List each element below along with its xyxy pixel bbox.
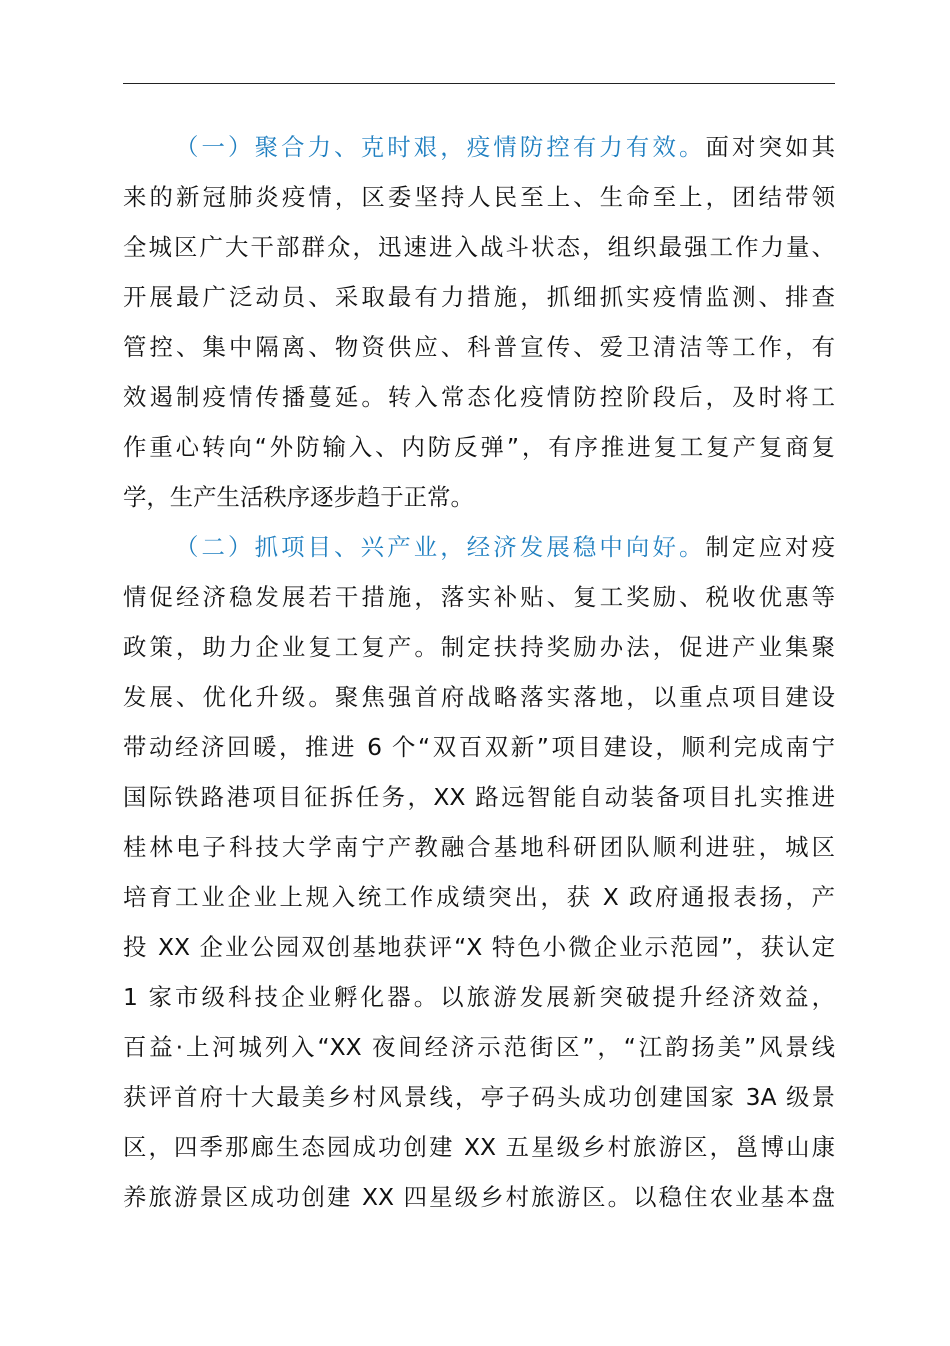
text-segment: 面对突如其 <box>705 133 836 161</box>
text-line: 来的新冠肺炎疫情，区委坚持人民至上、生命至上，团结带领 <box>123 183 835 211</box>
text-line: 获评首府十大最美乡村风景线，亭子码头成功创建国家 3A 级景 <box>123 1083 835 1111</box>
text-line: 政策，助力企业复工复产。制定扶持奖励办法，促进产业集聚 <box>123 633 835 661</box>
text-line: 桂林电子科技大学南宁产教融合基地科研团队顺利进驻，城区 <box>123 833 835 861</box>
section-heading-2: （二）抓项目、兴产业，经济发展稳中向好。 <box>175 533 706 561</box>
paragraph-epidemic-control <box>123 122 835 522</box>
text-line: 1 家市级科技企业孵化器。以旅游发展新突破提升经济效益， <box>123 983 835 1011</box>
text-line: 全城区广大干部群众，迅速进入战斗状态，组织最强工作力量、 <box>123 233 835 261</box>
section-heading-1: （一）聚合力、克时艰，疫情防控有力有效。 <box>175 133 706 161</box>
text-line: 养旅游景区成功创建 XX 四星级乡村旅游区。以稳住农业基本盘 <box>123 1183 835 1211</box>
text-line: 区，四季那廊生态园成功创建 XX 五星级乡村旅游区，邕博山康 <box>123 1133 835 1161</box>
text-line: 发展、优化升级。聚焦强首府战略落实落地，以重点项目建设 <box>123 683 835 711</box>
text-line <box>123 122 835 172</box>
text-line: 国际铁路港项目征拆任务，XX 路远智能自动装备项目扎实推进 <box>123 783 835 811</box>
paragraph-economic-development <box>123 522 835 1222</box>
text-line: 培育工业企业上规入统工作成绩突出，获 X 政府通报表扬，产 <box>123 883 835 911</box>
text-line <box>123 522 835 572</box>
text-line: 作重心转向“外防输入、内防反弹”，有序推进复工复产复商复 <box>123 433 835 461</box>
text-line: 效遏制疫情传播蔓延。转入常态化疫情防控阶段后，及时将工 <box>123 383 835 411</box>
text-line: 学，生产生活秩序逐步趋于正常。 <box>123 483 474 511</box>
text-line: 情促经济稳发展若干措施，落实补贴、复工奖励、税收优惠等 <box>123 583 835 611</box>
document-body <box>123 122 835 1222</box>
text-segment: 制定应对疫 <box>705 533 836 561</box>
header-rule <box>123 83 835 84</box>
text-line: 投 XX 企业公园双创基地获评“X 特色小微企业示范园”，获认定 <box>123 933 835 961</box>
text-line: 带动经济回暖，推进 6 个“双百双新”项目建设，顺利完成南宁 <box>123 733 835 761</box>
text-line: 百益·上河城列入“XX 夜间经济示范街区”，“江韵扬美”风景线 <box>123 1033 835 1061</box>
text-line: 管控、集中隔离、物资供应、科普宣传、爱卫清洁等工作，有 <box>123 333 835 361</box>
text-line: 开展最广泛动员、采取最有力措施，抓细抓实疫情监测、排查 <box>123 283 835 311</box>
